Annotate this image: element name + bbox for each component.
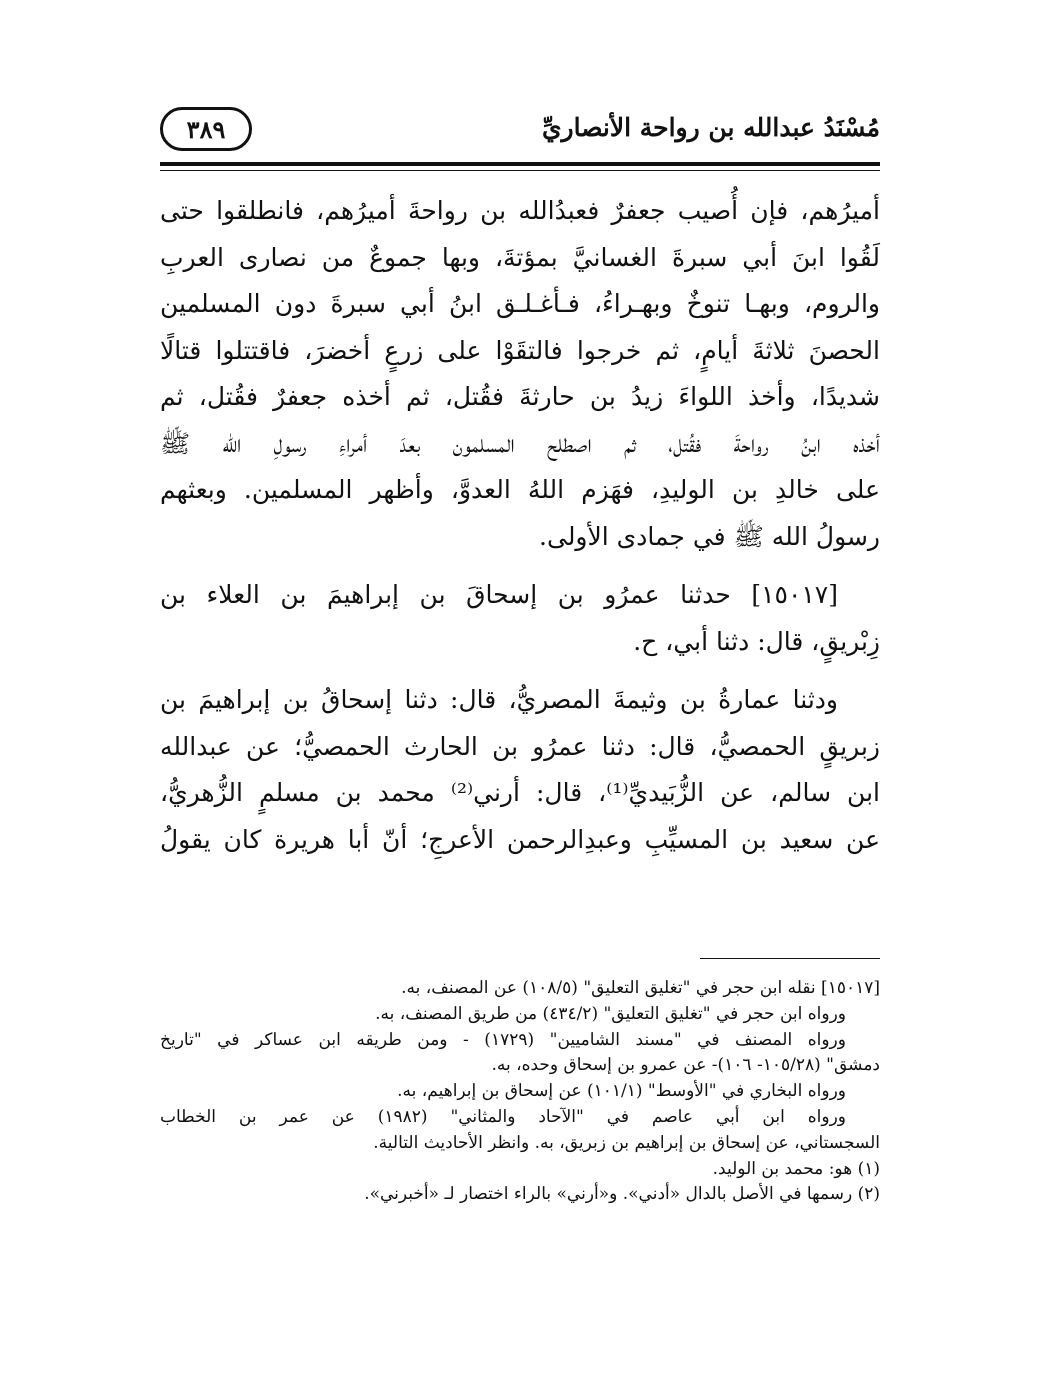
- text-line: عن سعيد بن المسيِّبِ وعبدِالرحمن الأعرجِ؛ أنّ أبا هريرة كان يقولُ: [160, 824, 880, 854]
- header-rule-thick: [160, 162, 880, 166]
- footnote-line: [١٥٠١٧] نقله ابن حجر في "تغليق التعليق" (١٠٨/٥) عن المصنف، به.: [401, 978, 880, 998]
- footnote-line: ورواه ابن أبي عاصم في "الآحاد والمثاني" (١٩٨٢) عن عمر بن الخطاب: [160, 1106, 846, 1127]
- paragraph-gap: [160, 560, 880, 572]
- text-line: على خالدِ بن الوليدِ، فهَزم اللهُ العدوَّ، وأظهر المسلمين. وبعثهم: [160, 475, 880, 504]
- footnote-line: ورواه المصنف في "مسند الشاميين" (١٧٢٩) - ومن طريقه ابن عساكر في "تاريخ: [160, 1029, 846, 1050]
- text-line: لَقُوا ابنَ أبي سبرةَ الغسانيَّ بمؤتةَ، وبها جموعٌ من نصارى العربِ: [160, 242, 880, 272]
- text-line: أخذه ابنُ رواحةَ فقُتل، ثم اصطلح المسلمون بعدَ أمراءِ رسولِ الله ﷺ: [160, 428, 880, 458]
- header-rule-thin: [160, 170, 880, 171]
- hadith-heading-line: [١٥٠١٧] حدثنا عمرُو بن إسحاقَ بن إبراهيمَ بن العلاء بن: [160, 580, 838, 609]
- footnote-line: دمشق" (١٠٥/٢٨- ١٠٦)- عن عمرو بن إسحاق وحده، به.: [491, 1055, 880, 1076]
- running-header: [160, 105, 880, 157]
- footnotes: [160, 976, 880, 1208]
- footnote-line: ورواه ابن حجر في "تغليق التعليق" (٤٣٤/٢) من طريق المصنف، به.: [375, 1003, 846, 1024]
- footnote-1: (١) هو: محمد بن الوليد.: [712, 1158, 880, 1179]
- text-line: زِبْريقٍ، قال: دثنا أبي، ح.: [633, 626, 880, 656]
- text-line: الحصنَ ثلاثةَ أيامٍ، ثم خرجوا فالتقَوْا على زرعٍ أخضرَ، فاقتتلوا قتالًا: [160, 335, 880, 365]
- text-line: شديدًا، وأخذ اللواءَ زيدُ بن حارثةَ فقُتل، ثم أخذه جعفرٌ فقُتل، ثم: [160, 382, 880, 411]
- text-line: زبريقٍ الحمصيُّ، قال: دثنا عمرُو بن الحارث الحمصيُّ؛ عن عبدالله: [160, 731, 880, 761]
- text-line: رسولُ الله ﷺ في جمادى الأولى.: [539, 521, 880, 551]
- main-text: [160, 188, 880, 863]
- footnote-separator: [700, 958, 880, 959]
- footnote-2: (٢) رسمها في الأصل بالدال «أدني». و«أرني» بالراء اختصار لـ «أخبرني».: [364, 1184, 880, 1205]
- text-line: والروم، وبهـا تنوخٌ وبهـراءُ، فـأغـلـق ابنُ أبي سبرةَ دون المسلمين: [160, 289, 880, 318]
- paragraph-gap: [160, 665, 880, 677]
- text-line: ابن سالم، عن الزُّبَيديِّ⁽¹⁾، قال: أرني⁽²⁾ محمد بن مسلمٍ الزُّهريُّ،: [160, 778, 880, 807]
- footnote-line: ورواه البخاري في "الأوسط" (١٠١/١) عن إسحاق بن إبراهيم، به.: [397, 1081, 846, 1102]
- footnote-line: السجستاني، عن إسحاق بن إبراهيم بن زبريق، به. وانظر الأحاديث التالية.: [373, 1132, 880, 1153]
- text-line: ودثنا عمارةُ بن وثيمةَ المصريُّ، قال: دثنا إسحاقُ بن إبراهيمَ بن: [160, 685, 838, 714]
- page-number: ٣٨٩: [160, 107, 252, 151]
- header-title: مُسْنَدُ عبدالله بن رواحة الأنصاريِّ: [541, 113, 880, 142]
- text-line: أميرُهم، فإن أُصيب جعفرٌ فعبدُالله بن رواحةَ أميرُهم، فانطلقوا حتى: [160, 196, 880, 225]
